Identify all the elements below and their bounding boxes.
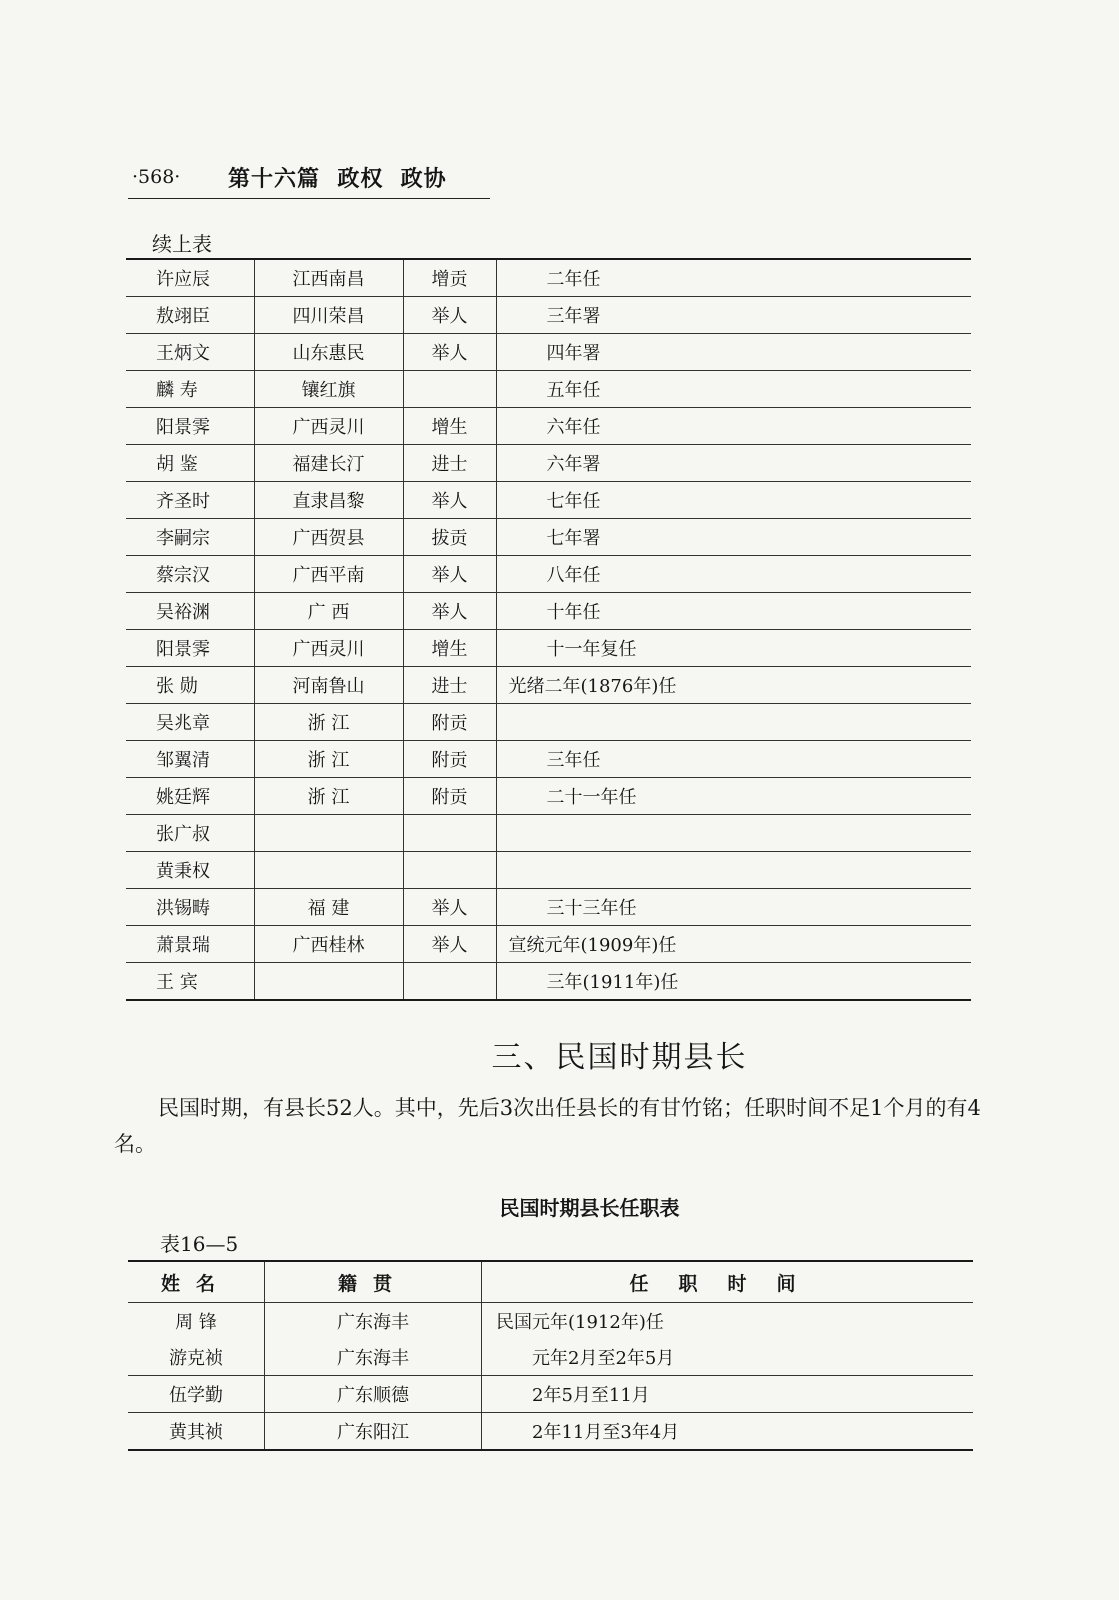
table-row: [126, 815, 971, 852]
table-row: [126, 445, 971, 482]
cell-degree: 进士: [403, 445, 496, 482]
cell-degree: 举人: [403, 482, 496, 519]
cell-degree: [403, 371, 496, 408]
cell-name: 张广叔: [126, 815, 254, 852]
cell-degree: [403, 963, 496, 1001]
cell-name: 阳景霁: [126, 408, 254, 445]
cell-name: 姚廷辉: [126, 778, 254, 815]
cell-degree: 举人: [403, 593, 496, 630]
cell-native-place: 山东惠民: [254, 334, 403, 371]
cell-degree: [403, 852, 496, 889]
cell-term: 二十一年任: [496, 778, 971, 815]
cell-term: 宣统元年(1909年)任: [496, 926, 971, 963]
cell-name: 邹翼清: [126, 741, 254, 778]
cell-name: 吴裕渊: [126, 593, 254, 630]
cell-degree: 附贡: [403, 778, 496, 815]
table-number-label: 表16—5: [160, 1232, 239, 1256]
cell-degree: 举人: [403, 334, 496, 371]
cell-native-place: 河南鲁山: [254, 667, 403, 704]
cell-name: 阳景霁: [126, 630, 254, 667]
cell-native-place: 广西平南: [254, 556, 403, 593]
cell-term: 五年任: [496, 371, 971, 408]
table-title-text: 民国时期县长任职表: [499, 1196, 680, 1220]
table-row: [128, 1339, 973, 1376]
table-row: [126, 704, 971, 741]
cell-name: 王炳文: [126, 334, 254, 371]
table-row: [128, 1413, 973, 1451]
cell-term: 十一年复任: [496, 630, 971, 667]
section-title: [0, 1032, 1119, 1076]
table-row: [126, 741, 971, 778]
cell-name: 周 锋: [128, 1303, 265, 1340]
cell-term: 七年任: [496, 482, 971, 519]
cell-degree: 附贡: [403, 741, 496, 778]
cell-name: 黄秉权: [126, 852, 254, 889]
county-heads-table-body: [128, 1303, 973, 1451]
cell-term: [496, 852, 971, 889]
cell-native-place: [254, 963, 403, 1001]
page-number: ·568·: [132, 166, 181, 188]
cell-name: 伍学勤: [128, 1376, 265, 1413]
cell-term: 三十三年任: [496, 889, 971, 926]
cell-native-place: 广 西: [254, 593, 403, 630]
table-row: [126, 667, 971, 704]
table-header-row: [128, 1261, 973, 1303]
table-row: [126, 556, 971, 593]
cell-native-place: 镶红旗: [254, 371, 403, 408]
table-row: [126, 371, 971, 408]
table-row: [126, 963, 971, 1001]
cell-degree: 举人: [403, 556, 496, 593]
cell-degree: 举人: [403, 926, 496, 963]
cell-name: 麟 寿: [126, 371, 254, 408]
cell-term: 三年署: [496, 297, 971, 334]
cell-term: 二年任: [546, 269, 601, 290]
cell-name: 洪锡畴: [126, 889, 254, 926]
table-title: [0, 1192, 1119, 1221]
cell-native-place: 广东顺德: [265, 1376, 482, 1413]
cell-term: 民国元年(1912年)任: [482, 1303, 974, 1340]
cell-native-place: 浙 江: [254, 778, 403, 815]
cell-native-place: 广东海丰: [265, 1303, 482, 1340]
county-heads-table: [128, 1260, 973, 1451]
officials-table-body: [126, 259, 971, 1000]
cell-native-place: 浙 江: [254, 741, 403, 778]
header-native-place: 籍贯: [265, 1261, 482, 1303]
table-row: [128, 1376, 973, 1413]
cell-term: 七年署: [496, 519, 971, 556]
cell-name: 王 宾: [126, 963, 254, 1001]
cell-term: 三年任: [496, 741, 971, 778]
table-row: [128, 1303, 973, 1340]
cell-term: 光绪二年(1876年)任: [496, 667, 971, 704]
cell-native-place: 广西灵川: [254, 408, 403, 445]
cell-degree: 增贡: [403, 259, 496, 297]
table-row: [126, 630, 971, 667]
cell-native-place: 浙 江: [254, 704, 403, 741]
cell-term: [496, 815, 971, 852]
cell-name: 黄其祯: [128, 1413, 265, 1451]
cell-name: 萧景瑞: [126, 926, 254, 963]
cell-term: 2年5月至11月: [482, 1376, 974, 1413]
table-row: [126, 259, 971, 297]
cell-native-place: [254, 815, 403, 852]
cell-name: 吴兆章: [126, 704, 254, 741]
cell-native-place: 广东海丰: [265, 1339, 482, 1376]
table-row: [126, 852, 971, 889]
cell-degree: 进士: [403, 667, 496, 704]
table-row: [126, 926, 971, 963]
cell-native-place: 广西灵川: [254, 630, 403, 667]
table-row: [126, 519, 971, 556]
cell-native-place: 广西桂林: [254, 926, 403, 963]
cell-native-place: 直隶昌黎: [254, 482, 403, 519]
cell-degree: 举人: [403, 889, 496, 926]
cell-name: 齐圣时: [126, 482, 254, 519]
cell-term: [496, 704, 971, 741]
header-term: 任职时间: [482, 1261, 974, 1303]
page-header: [128, 160, 488, 200]
cell-degree: [403, 815, 496, 852]
cell-name: 李嗣宗: [126, 519, 254, 556]
table-row: [126, 593, 971, 630]
header-name: 姓名: [128, 1261, 265, 1303]
table-row: [126, 408, 971, 445]
cell-term: 十年任: [496, 593, 971, 630]
cell-term: 三年(1911年)任: [496, 963, 971, 1001]
cell-name: 敖翊臣: [126, 297, 254, 334]
cell-native-place: 广东阳江: [265, 1413, 482, 1451]
cell-term: 2年11月至3年4月: [482, 1413, 974, 1451]
cell-name: 蔡宗汉: [126, 556, 254, 593]
cell-native-place: 四川荣昌: [254, 297, 403, 334]
cell-degree: 增生: [403, 630, 496, 667]
table-row: [126, 297, 971, 334]
section-title-text: 三、民国时期县长: [491, 1040, 748, 1075]
table-row: [126, 334, 971, 371]
cell-degree: 增生: [403, 408, 496, 445]
cell-native-place: 福建长汀: [254, 445, 403, 482]
table-row: [126, 482, 971, 519]
cell-term: 元年2月至2年5月: [532, 1348, 675, 1369]
cell-name: 张 勋: [126, 667, 254, 704]
cell-term: 六年署: [496, 445, 971, 482]
cell-degree: 举人: [403, 297, 496, 334]
continued-label: 续上表: [152, 232, 212, 256]
cell-name: 胡 鉴: [126, 445, 254, 482]
cell-name: 游克祯: [128, 1339, 265, 1376]
cell-degree: 拔贡: [403, 519, 496, 556]
cell-degree: 附贡: [403, 704, 496, 741]
officials-table-continued: [126, 258, 971, 1001]
section-paragraph: 民国时期，有县长52人。其中，先后3次出任县长的有甘竹铭；任职时间不足1个月的有4名。: [114, 1096, 981, 1156]
cell-native-place: [254, 852, 403, 889]
cell-term: 四年署: [496, 334, 971, 371]
cell-native-place: 福 建: [254, 889, 403, 926]
cell-term: 八年任: [496, 556, 971, 593]
cell-term: 六年任: [496, 408, 971, 445]
cell-name: 许应辰: [126, 259, 254, 297]
cell-native-place: 江西南昌: [254, 259, 403, 297]
cell-native-place: 广西贺县: [254, 519, 403, 556]
header-rule: [128, 198, 490, 199]
table-row: [126, 889, 971, 926]
table-row: [126, 778, 971, 815]
chapter-title: 第十六篇 政权 政协: [228, 166, 447, 192]
